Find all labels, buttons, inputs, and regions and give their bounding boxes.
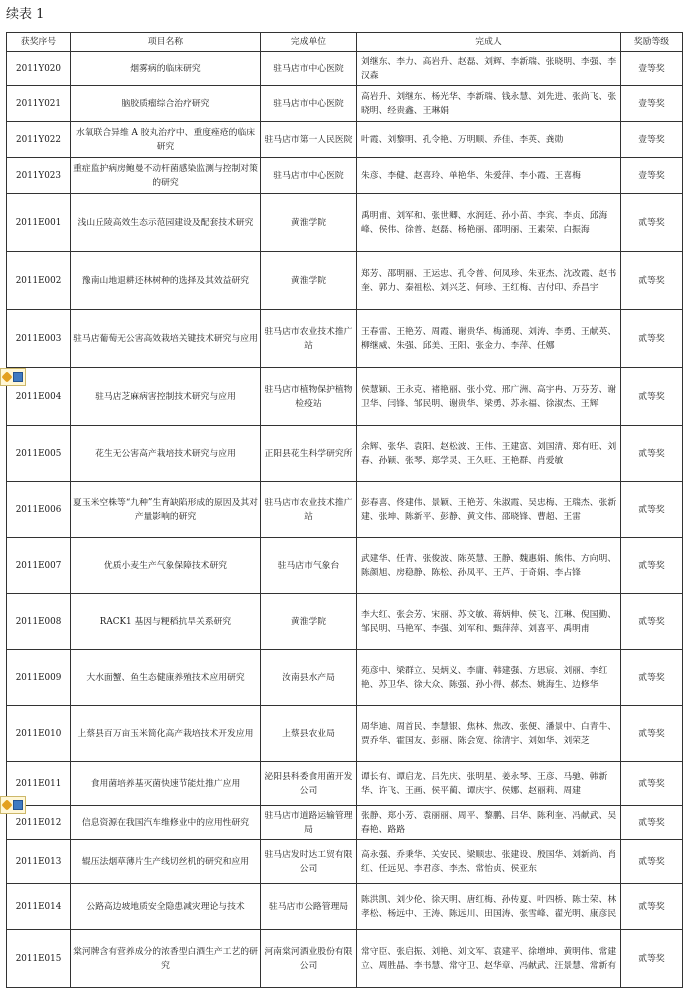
table-row: [7, 252, 683, 310]
award-id-cell: 2011E013: [7, 840, 71, 884]
award-id-cell: 2011Y020: [7, 52, 71, 86]
award-id-cell: 2011E010: [7, 706, 71, 762]
award-id-cell: 2011E003: [7, 310, 71, 368]
table-row: [7, 594, 683, 650]
unit-cell: 上蔡县农业局: [261, 706, 357, 762]
table-row: [7, 840, 683, 884]
grade-cell: 贰等奖: [621, 884, 683, 930]
award-id-cell: 2011E006: [7, 482, 71, 538]
people-cell: 高永强、乔秉华、关安民、梁顺忠、张建设、殷国华、刘新尚、肖红、任远见、李君彦、李杰、常怡贞、侯亚东: [357, 840, 621, 884]
unit-cell: 驻马店市农业技术推广站: [261, 310, 357, 368]
award-id-cell: 2011Y022: [7, 122, 71, 158]
grade-cell: 贰等奖: [621, 538, 683, 594]
award-id-cell: 2011E011: [7, 762, 71, 806]
grade-cell: 贰等奖: [621, 594, 683, 650]
people-cell: 高岩升、刘继东、杨光华、李新瑞、钱永慧、刘先进、张尚飞、张晓明、经贵鑫、王琳娟: [357, 86, 621, 122]
pencil-icon: [1, 799, 12, 810]
grade-cell: 壹等奖: [621, 158, 683, 194]
unit-cell: 黄淮学院: [261, 194, 357, 252]
people-cell: 刘继东、李力、高岩升、赵磊、刘辉、李新瑞、张晓明、李强、李汉森: [357, 52, 621, 86]
table-row: [7, 482, 683, 538]
grade-cell: 贰等奖: [621, 650, 683, 706]
note-widget-icon[interactable]: [0, 368, 26, 386]
people-cell: 周华迪、周首民、李慧银、焦林、焦改、张便、潘景中、白青牛、贾乔华、霍国友、彭丽、陈会宽、徐清宇、刘如华、刘荣芝: [357, 706, 621, 762]
people-cell: 彭春喜、佟建伟、景颖、王艳芳、朱淑霞、吴忠梅、王瑞杰、张新建、张坤、陈新平、彭静、黄文伟、邵晓锋、曹超、王雷: [357, 482, 621, 538]
table-row: [7, 122, 683, 158]
award-id-cell: 2011E002: [7, 252, 71, 310]
project-name-cell: 棠河牌含有营养成分的浓香型白酒生产工艺的研究: [71, 930, 261, 988]
notepad-icon: [13, 372, 23, 382]
table-row: [7, 884, 683, 930]
notepad-icon: [13, 800, 23, 810]
people-cell: 余辉、张华、袁阳、赵松波、王伟、王建富、刘国清、郑有旺、刘春、孙颖、张琴、郑学灵、王久旺、王艳群、肖爱敏: [357, 426, 621, 482]
people-cell: 苑彦中、梁群立、吴炳义、李庸、韩建强、方思宸、刘丽、李红艳、苏卫华、徐大众、陈强、孙小得、郝杰、姚海生、边修华: [357, 650, 621, 706]
table-caption: 续表 1: [6, 7, 45, 22]
project-name-cell: 大水面蟹、鱼生态健康养殖技术应用研究: [71, 650, 261, 706]
grade-cell: 贰等奖: [621, 368, 683, 426]
grade-cell: 贰等奖: [621, 252, 683, 310]
award-id-cell: 2011E014: [7, 884, 71, 930]
unit-cell: 驻马店发时达工贸有限公司: [261, 840, 357, 884]
project-name-cell: 豫南山地退耕还林树种的选择及其效益研究: [71, 252, 261, 310]
award-id-cell: 2011E015: [7, 930, 71, 988]
table-row: [7, 426, 683, 482]
header-people: 完成人: [357, 33, 621, 52]
people-cell: 谭长有、谭启龙、吕先庆、张明星、姜永琴、王彦、马驰、韩新华、许飞、王画、侯平蔺、谭庆宇、侯娜、赵丽莉、周建: [357, 762, 621, 806]
people-cell: 王春雷、王艳芳、周霞、谢贵华、梅涌现、刘涛、李勇、王献英、柳继威、朱强、邱美、王阳、张金力、李萍、任娜: [357, 310, 621, 368]
award-id-cell: 2011E012: [7, 806, 71, 840]
table-row: [7, 194, 683, 252]
award-id-cell: 2011Y023: [7, 158, 71, 194]
project-name-cell: 食用菌培养基灭菌快速节能灶推广应用: [71, 762, 261, 806]
grade-cell: 贰等奖: [621, 482, 683, 538]
grade-cell: 贰等奖: [621, 706, 683, 762]
people-cell: 叶霞、刘黎明、孔令艳、万明顺、乔佳、李英、龚勋: [357, 122, 621, 158]
people-cell: 常守臣、张启振、刘艳、刘文军、袁建平、徐增坤、黄明伟、常建立、周胜晶、李书慧、常守卫、赵华章、冯献武、汪景慧、常新有: [357, 930, 621, 988]
unit-cell: 驻马店市气象台: [261, 538, 357, 594]
award-id-cell: 2011E009: [7, 650, 71, 706]
people-cell: 侯慧颖、王永克、褚艳丽、张小党、邢广洲、高宇冉、万芬芳、谢卫华、闫锋、邹民明、谢贵华、梁勇、苏永福、徐淑杰、王辉: [357, 368, 621, 426]
people-cell: 李大红、张会芳、宋丽、苏文敏、蒋炳伸、侯飞、江琳、倪国勤、邹民明、马艳军、李强、刘军和、甄萍萍、刘喜平、禹明甫: [357, 594, 621, 650]
pencil-icon: [1, 371, 12, 382]
awards-table: [6, 32, 683, 988]
unit-cell: 泌阳县科委食用菌开发公司: [261, 762, 357, 806]
note-widget-icon[interactable]: [0, 796, 26, 814]
grade-cell: 贰等奖: [621, 194, 683, 252]
award-id-cell: 2011E004: [7, 368, 71, 426]
table-row: [7, 310, 683, 368]
unit-cell: 汝南县水产局: [261, 650, 357, 706]
project-name-cell: 辊压法烟草薄片生产线切丝机的研究和应用: [71, 840, 261, 884]
award-id-cell: 2011E007: [7, 538, 71, 594]
header-grade: 奖励等级: [621, 33, 683, 52]
grade-cell: 贰等奖: [621, 806, 683, 840]
unit-cell: 驻马店市中心医院: [261, 86, 357, 122]
people-cell: 朱彦、李健、赵喜玲、单艳华、朱爱萍、李小霞、王喜梅: [357, 158, 621, 194]
project-name-cell: 优质小麦生产气象保障技术研究: [71, 538, 261, 594]
grade-cell: 贰等奖: [621, 930, 683, 988]
project-name-cell: RACK1 基因与粳稻抗旱关系研究: [71, 594, 261, 650]
table-row: [7, 930, 683, 988]
table-row: [7, 158, 683, 194]
unit-cell: 黄淮学院: [261, 252, 357, 310]
award-id-cell: 2011E005: [7, 426, 71, 482]
unit-cell: 黄淮学院: [261, 594, 357, 650]
grade-cell: 贰等奖: [621, 762, 683, 806]
project-name-cell: 烟雾病的临床研究: [71, 52, 261, 86]
unit-cell: 驻马店市第一人民医院: [261, 122, 357, 158]
header-award-id: 获奖序号: [7, 33, 71, 52]
grade-cell: 壹等奖: [621, 52, 683, 86]
project-name-cell: 花生无公害高产栽培技术研究与应用: [71, 426, 261, 482]
project-name-cell: 信息资源在我国汽车维修业中的应用性研究: [71, 806, 261, 840]
unit-cell: 驻马店市道路运输管理局: [261, 806, 357, 840]
people-cell: 郑芳、邵明丽、王运忠、孔令普、何凤珍、朱亚杰、沈改霞、赵书奎、郭力、秦祖松、刘兴芝、何珍、王红梅、吉付印、乔昌宇: [357, 252, 621, 310]
table-row: [7, 650, 683, 706]
unit-cell: 驻马店市公路管理局: [261, 884, 357, 930]
unit-cell: 驻马店市中心医院: [261, 158, 357, 194]
grade-cell: 贰等奖: [621, 840, 683, 884]
project-name-cell: 水氧联合异维 A 胶丸治疗中、重度痤疮的临床研究: [71, 122, 261, 158]
unit-cell: 驻马店市中心医院: [261, 52, 357, 86]
unit-cell: 正阳县花生科学研究所: [261, 426, 357, 482]
header-project-name: 项目名称: [71, 33, 261, 52]
award-id-cell: 2011E001: [7, 194, 71, 252]
table-row: [7, 86, 683, 122]
grade-cell: 贰等奖: [621, 426, 683, 482]
table-row: [7, 52, 683, 86]
unit-cell: 驻马店市植物保护植物检疫站: [261, 368, 357, 426]
unit-cell: 驻马店市农业技术推广站: [261, 482, 357, 538]
project-name-cell: 公路高边坡地质安全隐患减灾理论与技术: [71, 884, 261, 930]
grade-cell: 壹等奖: [621, 86, 683, 122]
grade-cell: 贰等奖: [621, 310, 683, 368]
people-cell: 禹明甫、刘军和、张世卿、水润廷、孙小苗、李宾、李贞、邱海峰、侯伟、徐普、赵磊、杨艳丽、邵明丽、王素荣、白振海: [357, 194, 621, 252]
people-cell: 张静、郑小芳、袁丽丽、周平、黎鹏、吕华、陈利奎、冯献武、吴春艳、路路: [357, 806, 621, 840]
award-id-cell: 2011Y021: [7, 86, 71, 122]
project-name-cell: 重症监护病房鲍曼不动杆菌感染监测与控制对策的研究: [71, 158, 261, 194]
project-name-cell: 脑胶质瘤综合治疗研究: [71, 86, 261, 122]
table-row: [7, 806, 683, 840]
people-cell: 陈洪凯、刘少伦、徐天明、唐红梅、孙传夏、叶四桥、陈士荣、林孝松、杨远中、王涛、陈远川、田国涛、张雪峰、翟光明、康彦民: [357, 884, 621, 930]
project-name-cell: 浅山丘陵高效生态示范园建设及配套技术研究: [71, 194, 261, 252]
header-row: [7, 33, 683, 52]
project-name-cell: 上蔡县百万亩玉米简化高产栽培技术开发应用: [71, 706, 261, 762]
award-id-cell: 2011E008: [7, 594, 71, 650]
table-row: [7, 706, 683, 762]
table-row: [7, 368, 683, 426]
table-row: [7, 762, 683, 806]
project-name-cell: 夏玉米空株等“九种”生育缺陷形成的原因及其对产量影响的研究: [71, 482, 261, 538]
people-cell: 武建华、任青、张俊波、陈英慧、王静、魏惠娟、熊伟、方向明、陈颜旭、房稳静、陈松、孙凤平、王芦、于奇娟、李占锋: [357, 538, 621, 594]
table-row: [7, 538, 683, 594]
project-name-cell: 驻马店葡萄无公害高效栽培关键技术研究与应用: [71, 310, 261, 368]
project-name-cell: 驻马店芝麻病害控制技术研究与应用: [71, 368, 261, 426]
grade-cell: 壹等奖: [621, 122, 683, 158]
unit-cell: 河南棠河酒业股份有限公司: [261, 930, 357, 988]
header-unit: 完成单位: [261, 33, 357, 52]
